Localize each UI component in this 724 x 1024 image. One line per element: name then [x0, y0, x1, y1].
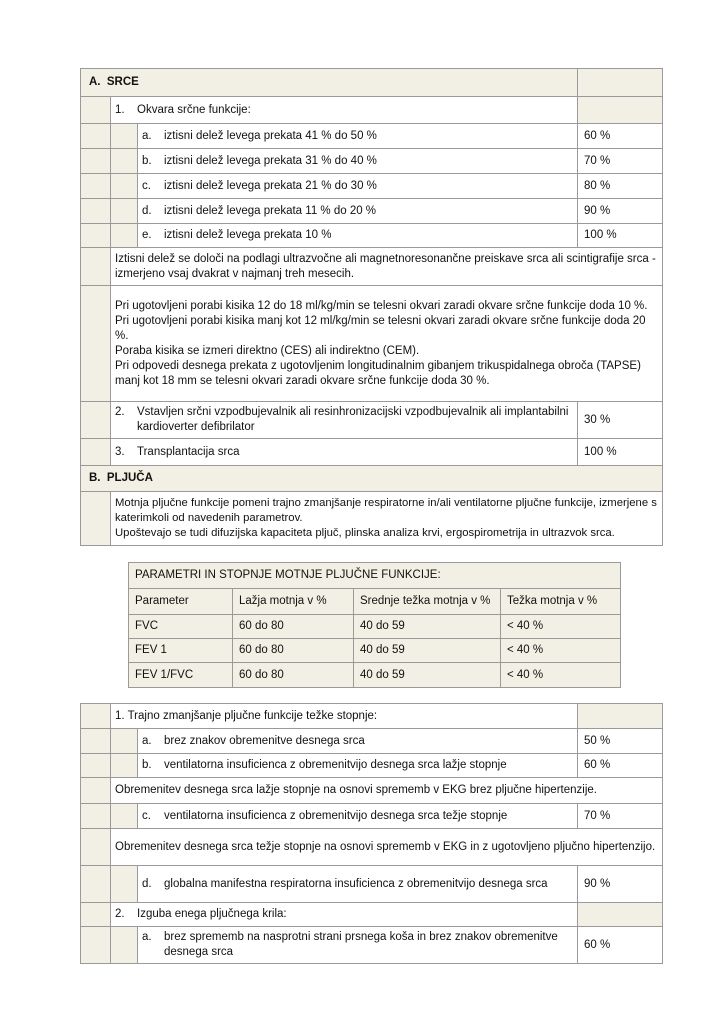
param-cell: 60 do 80 — [233, 639, 354, 663]
param-header: Parameter — [129, 589, 233, 615]
param-cell: FEV 1/FVC — [129, 663, 233, 688]
lower-table — [80, 703, 663, 964]
param-header: Lažja motnja v % — [233, 589, 354, 615]
param-cell: 40 do 59 — [354, 663, 501, 688]
parameters-title: PARAMETRI IN STOPNJE MOTNJE PLJUČNE FUNKCIJE: — [129, 563, 621, 589]
param-cell: 40 do 59 — [354, 639, 501, 663]
param-cell: < 40 % — [501, 663, 621, 688]
pljuca-sub-b: b. ventilatorna insuficienca z obremenitvijo desnega srca lažje stopnje — [138, 754, 578, 778]
param-cell: < 40 % — [501, 615, 621, 639]
srce-item-3-pct: 100 % — [578, 439, 663, 466]
param-cell: 40 do 59 — [354, 615, 501, 639]
pljuca-sub-c-pct: 70 % — [578, 804, 663, 829]
srce-item-1: 1. Okvara srčne funkcije: — [111, 97, 578, 124]
pljuca-sub-a: a. brez znakov obremenitve desnega srca — [138, 729, 578, 754]
param-cell: FVC — [129, 615, 233, 639]
srce-sub-b-pct: 70 % — [578, 149, 663, 174]
srce-sub-c: c. iztisni delež levega prekata 21 % do 30 % — [138, 174, 578, 199]
pljuca-note-b: Obremenitev desnega srca lažje stopnje na osnovi sprememb v EKG brez pljučne hipertenzije. — [111, 778, 663, 804]
param-cell: < 40 % — [501, 639, 621, 663]
param-header: Težka motnja v % — [501, 589, 621, 615]
pljuca-sub-a2-pct: 60 % — [578, 927, 663, 964]
pljuca-intro: Motnja pljučne funkcije pomeni trajno zmanjšanje respiratorne in/ali ventilatorne pljučne funkcije, izmerjene s katerimkoli od navedenih parametrov. Upoštevajo se tudi difuzijska kapaciteta pljuč, plinska analiza krvi, ergospirometrija in ultrazvok srca. — [111, 492, 663, 546]
section-b-heading: B. PLJUČA — [81, 466, 663, 492]
srce-sub-b: b. iztisni delež levega prekata 31 % do 40 % — [138, 149, 578, 174]
pljuca-item-1: 1. Trajno zmanjšanje pljučne funkcije težke stopnje: — [111, 704, 578, 729]
pljuca-sub-b-pct: 60 % — [578, 754, 663, 778]
srce-note-1: Iztisni delež se določi na podlagi ultrazvočne ali magnetnoresonančne preiskave srca ali scintigrafije srca - izmerjeno vsaj dvakrat v najmanj treh mesecih. — [111, 248, 663, 286]
param-cell: 60 do 80 — [233, 615, 354, 639]
srce-sub-e-pct: 100 % — [578, 224, 663, 248]
pljuca-sub-a-pct: 50 % — [578, 729, 663, 754]
pljuca-sub-d: d. globalna manifestna respiratorna insuficienca z obremenitvijo desnega srca — [138, 866, 578, 903]
srce-sub-d-pct: 90 % — [578, 199, 663, 224]
parameters-table — [128, 562, 621, 688]
main-table — [80, 68, 663, 546]
pljuca-sub-d-pct: 90 % — [578, 866, 663, 903]
pljuca-sub-c: c. ventilatorna insuficienca z obremenitvijo desnega srca težje stopnje — [138, 804, 578, 829]
section-a-heading: A. SRCE — [81, 69, 578, 97]
srce-sub-a-pct: 60 % — [578, 124, 663, 149]
pljuca-note-c: Obremenitev desnega srca težje stopnje na osnovi sprememb v EKG in z ugotovljeno pljučno hipertenzijo. — [111, 829, 663, 866]
srce-item-2-pct: 30 % — [578, 402, 663, 439]
param-cell: FEV 1 — [129, 639, 233, 663]
srce-sub-d: d. iztisni delež levega prekata 11 % do 20 % — [138, 199, 578, 224]
param-cell: 60 do 80 — [233, 663, 354, 688]
srce-note-2: Pri ugotovljeni porabi kisika 12 do 18 ml/kg/min se telesni okvari zaradi okvare srčne funkcije doda 10 %. Pri ugotovljeni porabi kisika manj kot 12 ml/kg/min se telesni okvari zaradi okvare srčne funkcije doda 20 %. Poraba kisika se izmeri direktno (CES) ali indirektno (CEM). Pri odpovedi desnega prekata z ugotovljenim longitudinalnim gibanjem trikuspidalnega obroča (TAPSE) manj kot 18 mm se telesni okvari zaradi okvare srčne funkcije doda 30 %. — [111, 286, 663, 402]
srce-sub-e: e. iztisni delež levega prekata 10 % — [138, 224, 578, 248]
srce-sub-c-pct: 80 % — [578, 174, 663, 199]
pljuca-sub-a2: a. brez sprememb na nasprotni strani prsnega koša in brez znakov obremenitve desnega srca — [138, 927, 578, 964]
srce-sub-a: a. iztisni delež levega prekata 41 % do 50 % — [138, 124, 578, 149]
param-header: Srednje težka motnja v % — [354, 589, 501, 615]
srce-item-3: 3. Transplantacija srca — [111, 439, 578, 466]
srce-item-2: 2. Vstavljen srčni vzpodbujevalnik ali resinhronizacijski vzpodbujevalnik ali implantabilni kardioverter defibrilator — [111, 402, 578, 439]
pljuca-item-2: 2. Izguba enega pljučnega krila: — [111, 903, 578, 927]
